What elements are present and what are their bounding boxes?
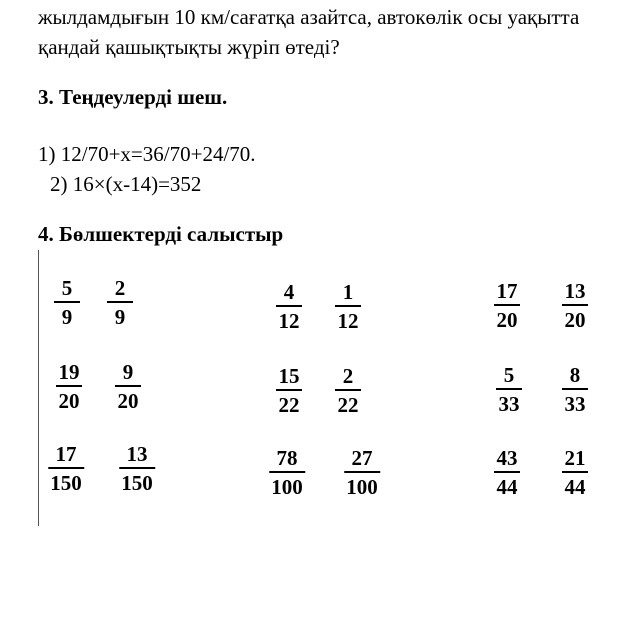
numerator: 8 [569,363,581,387]
fraction [56,360,82,413]
fraction-bar [335,305,361,307]
numerator: 78 [276,446,298,470]
fraction [562,279,588,332]
fraction-bar [48,467,84,469]
numerator: 5 [503,363,515,387]
numerator: 19 [58,360,80,384]
numerator: 5 [61,276,73,300]
section-3-title: 3. Теңдеулерді шеш. [38,85,228,109]
denominator: 20 [117,389,139,413]
denominator: 9 [61,305,73,329]
denominator: 20 [58,389,80,413]
section-4-title: 4. Бөлшектерді салыстыр [38,222,284,246]
numerator: 15 [278,364,300,388]
numerator: 43 [496,446,518,470]
fraction-bar [276,389,302,391]
fraction [54,276,80,329]
denominator: 20 [564,308,586,332]
fraction-bar [344,471,380,473]
fraction-bar [562,471,588,473]
fraction [562,446,588,499]
fraction-bar [276,305,302,307]
numerator: 27 [351,446,373,470]
fraction [276,364,302,417]
numerator: 9 [122,360,134,384]
numerator: 21 [564,446,586,470]
numerator: 17 [496,279,518,303]
fraction [335,280,361,333]
numerator: 4 [283,280,295,304]
margin-line [38,250,39,526]
fraction [496,363,522,416]
denominator: 44 [564,475,586,499]
fraction [48,442,84,495]
denominator: 100 [271,475,303,499]
denominator: 20 [496,308,518,332]
fraction-bar [54,301,80,303]
denominator: 12 [337,309,359,333]
equation-1: 1) 12/70+x=36/70+24/70. [38,142,256,166]
fraction-bar [562,304,588,306]
fraction [494,279,520,332]
fraction [276,280,302,333]
fraction [494,446,520,499]
fraction [335,364,361,417]
fraction-bar [496,388,522,390]
numerator: 2 [342,364,354,388]
fraction [115,360,141,413]
fraction-bar [494,471,520,473]
denominator: 100 [346,475,378,499]
fraction-bar [269,471,305,473]
numerator: 2 [114,276,126,300]
numerator: 17 [55,442,77,466]
numerator: 13 [126,442,148,466]
fraction-bar [119,467,155,469]
fraction-bar [494,304,520,306]
denominator: 33 [564,392,586,416]
fraction-bar [56,385,82,387]
fraction-bar [562,388,588,390]
denominator: 22 [278,393,300,417]
problem-text: жылдамдығын 10 км/сағатқа азайтса, автокөлік осы уақытта қандай қашықтықты жүріп өтеді? [38,5,580,59]
denominator: 33 [498,392,520,416]
fraction [562,363,588,416]
fraction [344,446,380,499]
fraction-bar [335,389,361,391]
fraction [269,446,305,499]
denominator: 9 [114,305,126,329]
denominator: 44 [496,475,518,499]
equation-2: 2) 16×(x-14)=352 [50,172,202,196]
denominator: 150 [121,471,153,495]
denominator: 150 [50,471,82,495]
fraction-bar [107,301,133,303]
numerator: 1 [342,280,354,304]
numerator: 13 [564,279,586,303]
fraction [119,442,155,495]
denominator: 22 [337,393,359,417]
fraction-bar [115,385,141,387]
fraction [107,276,133,329]
denominator: 12 [278,309,300,333]
